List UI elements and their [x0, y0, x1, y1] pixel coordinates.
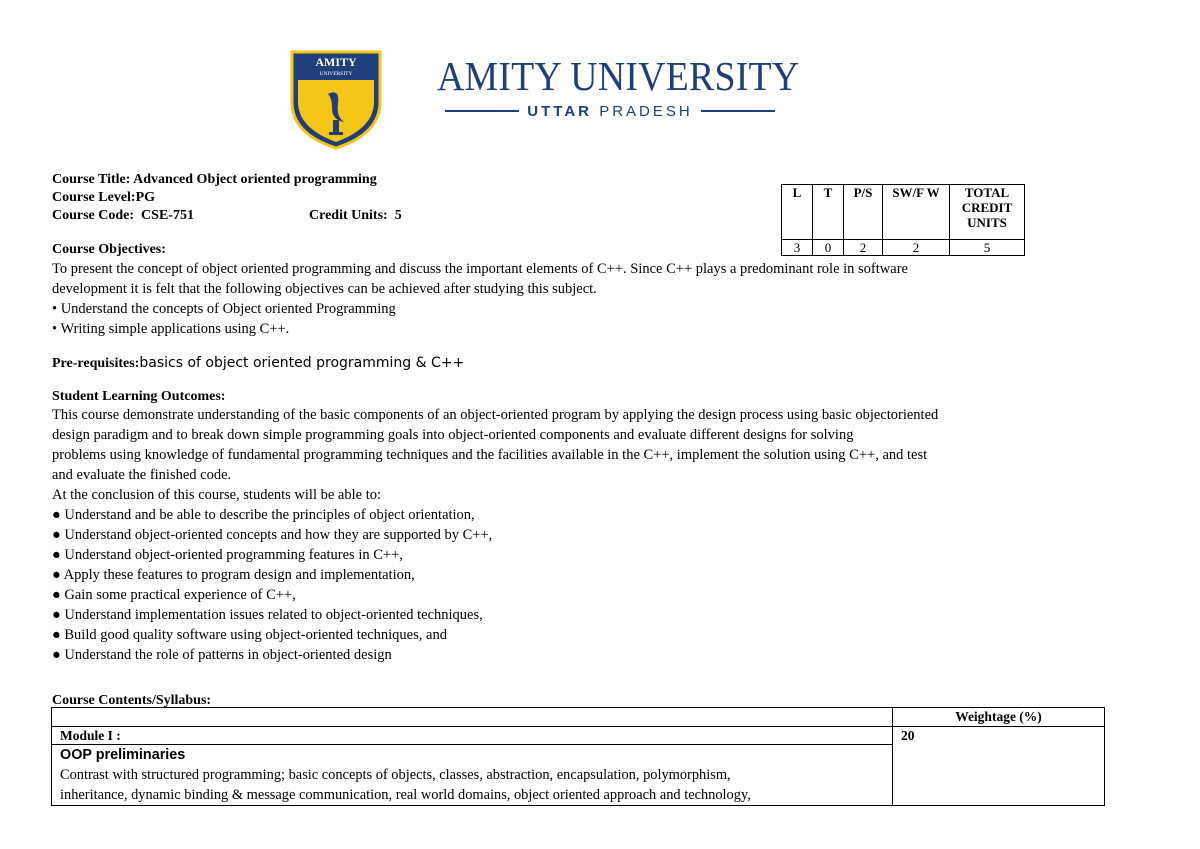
credit-table [781, 184, 1025, 256]
outcomes-body [52, 405, 1112, 665]
bullet-icon: ● [52, 607, 65, 623]
bullet-icon: ● [52, 527, 65, 543]
outcomes-bullet [52, 565, 1112, 585]
location-bold: UTTAR [527, 102, 593, 120]
credit-header-ps: P/S [844, 185, 883, 240]
outcomes-bullet [52, 505, 1112, 525]
course-code-row [52, 207, 194, 225]
credit-table-header-row [782, 185, 1025, 240]
course-title-value: Advanced Object oriented programming [133, 172, 377, 187]
syllabus-header-row [52, 708, 1105, 727]
outcomes-bullet [52, 545, 1112, 565]
course-title-row [52, 171, 377, 189]
outcomes-bullet-text: Apply these features to program design and implementation, [63, 567, 415, 583]
weightage-header: Weightage (%) [893, 708, 1105, 727]
module-content [52, 745, 893, 806]
objectives-line: development it is felt that the following objectives can be achieved after studying this subject. [52, 281, 597, 297]
course-level-label: Course Level: [52, 190, 136, 205]
university-name: AMITY UNIVERSITY [437, 53, 800, 99]
module-label: Module I : [52, 727, 893, 745]
outcomes-line: At the conclusion of this course, students will be able to: [52, 487, 382, 503]
outcomes-bullet-text: Gain some practical experience of C++, [64, 587, 296, 603]
course-title-label: Course Title: [52, 172, 131, 187]
credit-value-ps: 2 [844, 240, 883, 256]
credit-header-t: T [813, 185, 844, 240]
outcomes-bullet-text: Understand the role of patterns in object-oriented design [64, 647, 392, 663]
module-weight: 20 [893, 727, 1105, 806]
credit-value-l: 3 [782, 240, 813, 256]
outcomes-heading: Student Learning Outcomes: [52, 389, 226, 404]
bullet-icon: ● [52, 507, 65, 523]
module-row [52, 727, 1105, 745]
bullet-icon: ● [52, 627, 65, 643]
credit-value-t: 0 [813, 240, 844, 256]
location-rest: PRADESH [599, 102, 693, 120]
module-line: inheritance, dynamic binding & message communication, real world domains, object oriented approach and technology, [60, 787, 751, 803]
syllabus-table [51, 707, 1105, 806]
outcomes-line: problems using knowledge of fundamental programming techniques and the facilities available in the C++, implement the solution using C++, and test [52, 447, 928, 463]
outcomes-bullet-text: Understand object-oriented concepts and how they are supported by C++, [64, 527, 493, 543]
outcomes-bullet [52, 585, 1112, 605]
credit-table-value-row [782, 240, 1025, 256]
outcomes-bullet [52, 645, 1112, 665]
outcomes-bullet-text: Understand implementation issues related to object-oriented techniques, [64, 607, 483, 623]
credit-value-total: 5 [950, 240, 1025, 256]
bullet-icon: ● [52, 547, 65, 563]
module-title: OOP preliminaries [60, 747, 186, 763]
amity-crest-logo [288, 50, 384, 150]
course-level-row [52, 189, 155, 207]
bullet-icon: ● [52, 567, 64, 583]
syllabus-heading: Course Contents/Syllabus: [52, 693, 212, 708]
credit-header-total: TOTAL CREDIT UNITS [950, 185, 1025, 240]
university-location [445, 100, 775, 122]
credit-header-swfw: SW/F W [883, 185, 950, 240]
location-rule-left [445, 110, 519, 112]
location-rule-right [701, 110, 775, 112]
syllabus-header-empty [52, 708, 893, 727]
credit-units-value: 5 [394, 208, 402, 223]
objectives-bullet: • Understand the concepts of Object oriented Programming [52, 301, 396, 317]
outcomes-line: and evaluate the finished code. [52, 467, 232, 483]
objectives-body [52, 259, 1112, 339]
crest-text-1: AMITY [315, 55, 357, 69]
prerequisites-label: Pre-requisites: [52, 356, 140, 371]
outcomes-line: design paradigm and to break down simple programming goals into object-oriented components and evaluate different designs for solving [52, 427, 854, 443]
outcomes-bullet [52, 625, 1112, 645]
credit-units-row [309, 207, 402, 225]
outcomes-bullet [52, 525, 1112, 545]
credit-units-label: Credit Units: [309, 208, 388, 223]
course-code-label: Course Code: [52, 208, 135, 223]
course-level-value: PG [135, 190, 156, 205]
objectives-heading: Course Objectives: [52, 242, 166, 257]
crest-text-2: UNIVERSITY [319, 71, 353, 77]
bullet-icon: ● [52, 647, 65, 663]
objectives-bullet: • Writing simple applications using C++. [52, 321, 290, 337]
credit-header-l: L [782, 185, 813, 240]
outcomes-bullet-text: Build good quality software using object-oriented techniques, and [64, 627, 447, 643]
prerequisites-value: basics of object oriented programming & C++ [139, 355, 465, 371]
credit-value-swfw: 2 [883, 240, 950, 256]
outcomes-bullet-text: Understand and be able to describe the principles of object orientation, [64, 507, 475, 523]
course-code-value: CSE-751 [141, 208, 194, 223]
bullet-icon: ● [52, 587, 65, 603]
prerequisites-row [52, 354, 464, 373]
objectives-line: To present the concept of object oriented programming and discuss the important elements of C++. Since C++ plays a predominant role in software [52, 261, 908, 277]
outcomes-line: This course demonstrate understanding of the basic components of an object-oriented program by applying the design process using basic objectoriented [52, 407, 939, 423]
outcomes-bullet-text: Understand object-oriented programming features in C++, [64, 547, 403, 563]
outcomes-bullet [52, 605, 1112, 625]
module-line: Contrast with structured programming; basic concepts of objects, classes, abstraction, encapsulation, polymorphism, [60, 767, 731, 783]
